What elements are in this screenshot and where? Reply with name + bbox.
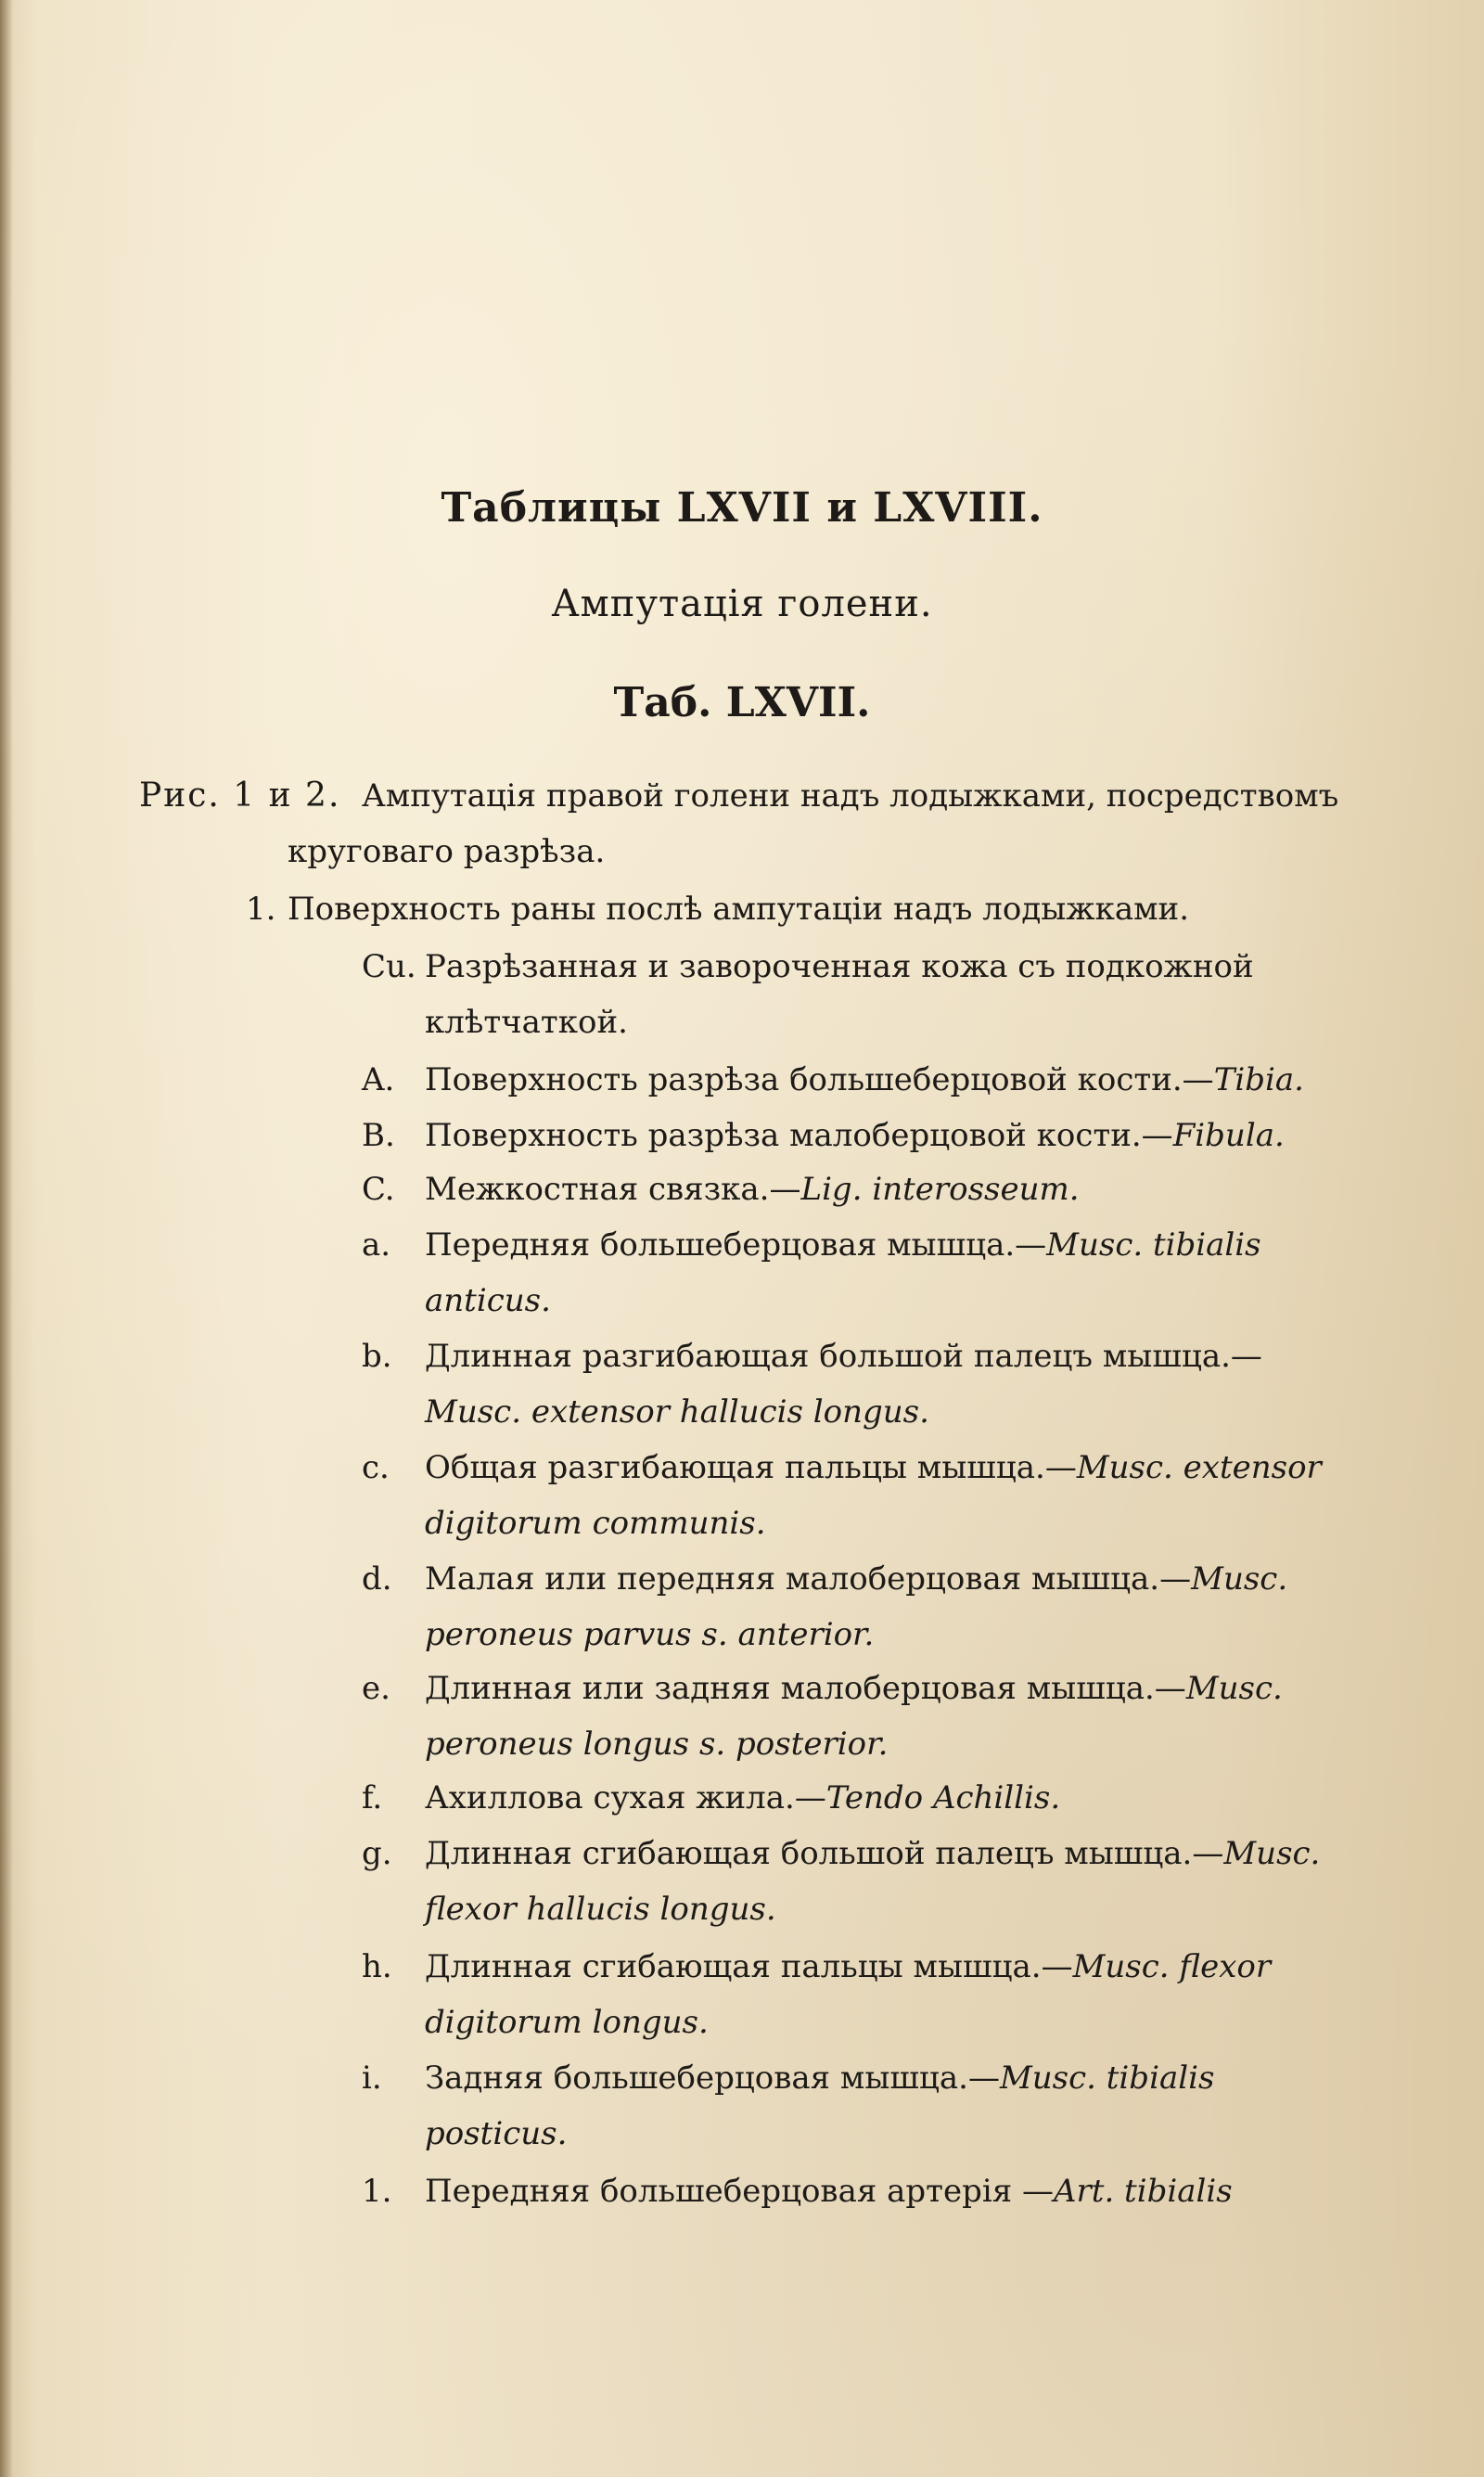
legend-text-continued — [425, 1393, 929, 1431]
legend-latin: Musc. tibialis — [1046, 1226, 1261, 1264]
legend-russian: Передняя большеберцовая мышца.— — [425, 1226, 1047, 1264]
legend-letter: B. — [362, 1117, 395, 1154]
legend-latin: Fibula. — [1172, 1117, 1285, 1154]
figure-caption-line-2: круговаго разрѣза. — [288, 833, 606, 870]
legend-letter: b. — [362, 1338, 392, 1375]
legend-latin: Art. tibialis — [1053, 2173, 1233, 2210]
legend-russian: Длинная разгибающая большой палецъ мышца.— — [425, 1338, 1262, 1375]
legend-russian: Межкостная связка.— — [425, 1171, 801, 1208]
legend-latin: anticus. — [425, 1282, 551, 1319]
legend-latin: digitorum longus. — [425, 2004, 709, 2041]
legend-text — [425, 1835, 1320, 1872]
legend-latin: Musc. flexor — [1072, 1948, 1272, 1985]
legend-latin: Musc. tibialis — [999, 2060, 1215, 2097]
legend-text — [425, 1670, 1283, 1707]
legend-letter: a. — [362, 1226, 391, 1264]
legend-text-continued — [425, 2004, 709, 2041]
legend-latin: flexor hallucis longus. — [425, 1891, 776, 1928]
legend-letter: c. — [362, 1449, 390, 1486]
legend-text — [425, 1117, 1285, 1154]
legend-text — [425, 2060, 1214, 2097]
legend-text — [425, 1779, 1060, 1816]
item-number: 1. — [246, 891, 276, 928]
figure-caption-line-1: Ампутація правой голени надъ лодыжками, посредствомъ — [362, 777, 1339, 815]
legend-latin: Musc. extensor — [1076, 1449, 1322, 1486]
item-text: Поверхность раны послѣ ампутаціи надъ лодыжками. — [288, 891, 1190, 928]
legend-letter: d. — [362, 1560, 392, 1598]
legend-russian: Общая разгибающая пальцы мышца.— — [425, 1449, 1077, 1486]
legend-russian: Поверхность разрѣза малоберцовой кости.— — [425, 1117, 1173, 1154]
legend-latin: Musc. — [1223, 1835, 1321, 1872]
legend-russian: клѣтчаткой. — [425, 1004, 628, 1041]
legend-latin: Musc. extensor hallucis longus. — [425, 1393, 929, 1431]
legend-latin: Musc. — [1191, 1560, 1288, 1598]
figure-label: Рис. 1 и 2. — [139, 776, 341, 815]
legend-russian: Длинная или задняя малоберцовая мышца.— — [425, 1670, 1186, 1707]
legend-text-continued — [425, 2115, 567, 2152]
legend-latin: posticus. — [425, 2115, 568, 2152]
legend-text — [425, 1226, 1261, 1264]
legend-letter: i. — [362, 2060, 382, 2097]
legend-russian: Передняя большеберцовая артерія — — [425, 2173, 1054, 2210]
legend-letter: Cu. — [362, 948, 416, 985]
legend-letter: f. — [362, 1779, 383, 1816]
legend-text — [425, 1948, 1271, 1985]
legend-letter: h. — [362, 1948, 392, 1985]
legend-text — [425, 1560, 1287, 1598]
legend-text — [425, 2173, 1233, 2210]
legend-text — [425, 1449, 1322, 1486]
legend-text — [425, 1061, 1304, 1098]
legend-latin: digitorum communis. — [425, 1505, 766, 1542]
legend-text-continued — [425, 1004, 628, 1041]
legend-latin: peroneus longus s. posterior. — [425, 1726, 889, 1763]
legend-letter: g. — [362, 1835, 392, 1872]
legend-text — [425, 948, 1254, 985]
legend-letter: 1. — [362, 2173, 392, 2210]
legend-text-continued — [425, 1891, 776, 1928]
legend-russian: Поверхность разрѣза большеберцовой кости.— — [425, 1061, 1214, 1098]
legend-text-continued — [425, 1505, 766, 1542]
legend-text — [425, 1338, 1262, 1375]
legend-russian: Задняя большеберцовая мышца.— — [425, 2060, 1000, 2097]
section-heading: Таб. LXVII. — [613, 679, 871, 726]
page-subtitle: Ампутація голени. — [551, 583, 933, 625]
legend-letter: C. — [362, 1171, 395, 1208]
legend-russian: Длинная сгибающая пальцы мышца.— — [425, 1948, 1073, 1985]
legend-text-continued — [425, 1282, 551, 1319]
legend-russian: Разрѣзанная и завороченная кожа съ подкожной — [425, 948, 1254, 985]
legend-latin: Musc. — [1185, 1670, 1283, 1707]
legend-russian: Длинная сгибающая большой палецъ мышца.— — [425, 1835, 1224, 1872]
legend-text-continued — [425, 1616, 874, 1653]
legend-latin: Tibia. — [1213, 1061, 1304, 1098]
legend-text — [425, 1171, 1080, 1208]
legend-letter: A. — [362, 1061, 395, 1098]
legend-latin: Tendo Achillis. — [825, 1779, 1061, 1816]
page-title: Таблицы LXVII и LXVIII. — [441, 484, 1043, 532]
legend-russian: Ахиллова сухая жила.— — [425, 1779, 826, 1816]
legend-russian: Малая или передняя малоберцовая мышца.— — [425, 1560, 1192, 1598]
legend-text-continued — [425, 1726, 888, 1763]
legend-latin: peroneus parvus s. anterior. — [425, 1616, 875, 1653]
legend-letter: e. — [362, 1670, 390, 1707]
legend-latin: Lig. interosseum. — [800, 1171, 1080, 1208]
